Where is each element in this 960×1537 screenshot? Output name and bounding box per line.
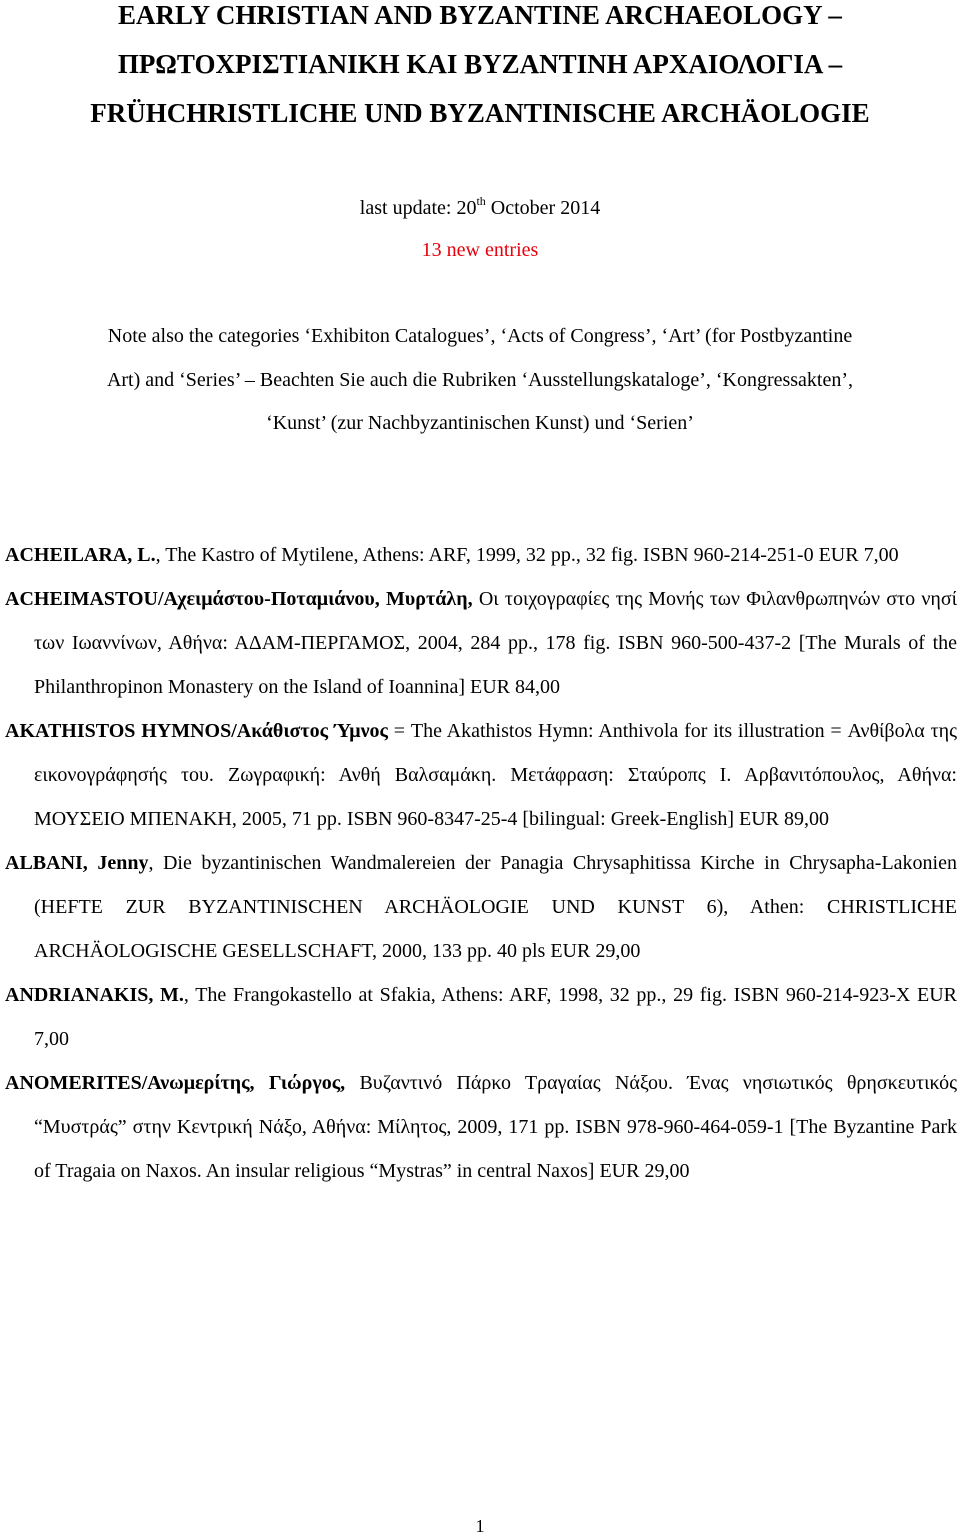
bibliography-entry [5,1061,957,1193]
bibliography-entry [5,709,957,841]
bibliography-entry [5,533,957,577]
entry-text: , The Frangokastello at Sfakia, Athens: ARF, 1998, 32 pp., 29 fig. ISBN 960-214-923-X EUR 7,00 [34,984,957,1050]
entry-author: ANOMERITES/Ανωμερίτης, Γιώργος, [5,1072,346,1094]
entry-text: = The Akathistos Hymn: Anthivola for its illustration = Ανθίβολα της εικονογράφησής του. Ζωγραφική: Ανθή Βαλσαμάκη. Μετάφραση: Σταύροπς Ι. Αρβανιτόπουλος, Αθήνα: ΜΟΥΣΕΙΟ ΜΠΕΝΑΚΗ, 2005, 71 pp. ISBN 960-8347-25-4 [bilingual: Greek-English] EUR 89,00 [34,720,957,830]
page-number: 1 [475,1516,485,1536]
bibliography-entry [5,577,957,709]
entry-text: , The Kastro of Mytilene, Athens: ARF, 1999, 32 pp., 32 fig. ISBN 960-214-251-0 EUR 7,00 [155,544,899,566]
note-line: Note also the categories ‘Exhibiton Catalogues’, ‘Acts of Congress’, ‘Art’ (for Postbyzantine [107,325,853,347]
title-german: FRÜHCHRISTLICHE UND BYZANTINISCHE ARCHÄOLOGIE [90,98,870,128]
entry-text: Οι τοιχογραφίες της Μονής των Φιλανθρωπηνών στο νησί των Ιωαννίνων, Αθήνα: ΑΔΑΜ-ΠΕΡΓΑΜΟΣ, 2004, 284 pp., 178 fig. ISBN 960-500-437-2 [The Murals of the Philanthropinon Monastery on the Island of Ioannina] EUR 84,00 [34,588,957,698]
last-update-prefix: last update: 20 [359,197,477,219]
title-english: EARLY CHRISTIAN AND BYZANTINE ARCHAEOLOGY – [118,0,842,30]
entry-author: ACHEILARA, L. [5,544,156,566]
entry-author: ACHEIMASTOU/Αχειμάστου-Ποταμιάνου, Μυρτάλη, [5,588,473,610]
category-note [0,315,960,446]
entry-text: , Die byzantinischen Wandmalereien der Panagia Chrysaphitissa Kirche in Chrysapha-Lakonien (HEFTE ZUR BYZANTINISCHEN ARCHÄOLOGIE UND KUNST 6), Athen: CHRISTLICHE ARCHÄOLOGISCHE GESELLSCHAFT, 2000, 133 pp. 40 pls EUR 29,00 [34,852,957,962]
note-line: Art) and ‘Series’ – Beachten Sie auch die Rubriken ‘Ausstellungskataloge’, ‘Kongressakten’, [106,368,854,391]
new-entries-count: 13 new entries [421,239,539,261]
bibliography-list [5,533,957,1193]
title-greek: ΠΡΩΤΟΧΡΙΣΤΙΑΝΙΚΗ ΚΑΙ ΒΥΖΑΝΤΙΝΗ ΑΡΧΑΙΟΛΟΓΙΑ – [117,49,843,79]
entry-author: ALBANI, Jenny [5,852,149,874]
entry-author: ANDRIANAKIS, M. [5,984,184,1006]
bibliography-entry [5,841,957,973]
entry-author: AKATHISTOS HYMNOS/Ακάθιστος Ύμνος [5,720,388,742]
last-update-sup: th [476,194,486,209]
entry-text: Βυζαντινό Πάρκο Τραγαίας Νάξου. Ένας νησιωτικός θρησκευτικός “Μυστράς” στην Κεντρική Νάξο, Αθήνα: Μίλητος, 2009, 171 pp. ISBN 978-960-464-059-1 [The Byzantine Park of Tragaia on Naxos. An insular religious “Mystras” in central Naxos] EUR 29,00 [34,1072,958,1182]
last-update [0,196,960,220]
note-line: ‘Kunst’ (zur Nachbyzantinischen Kunst) und ‘Serien’ [266,412,694,434]
bibliography-entry [5,973,957,1061]
last-update-suffix: October 2014 [485,197,601,219]
